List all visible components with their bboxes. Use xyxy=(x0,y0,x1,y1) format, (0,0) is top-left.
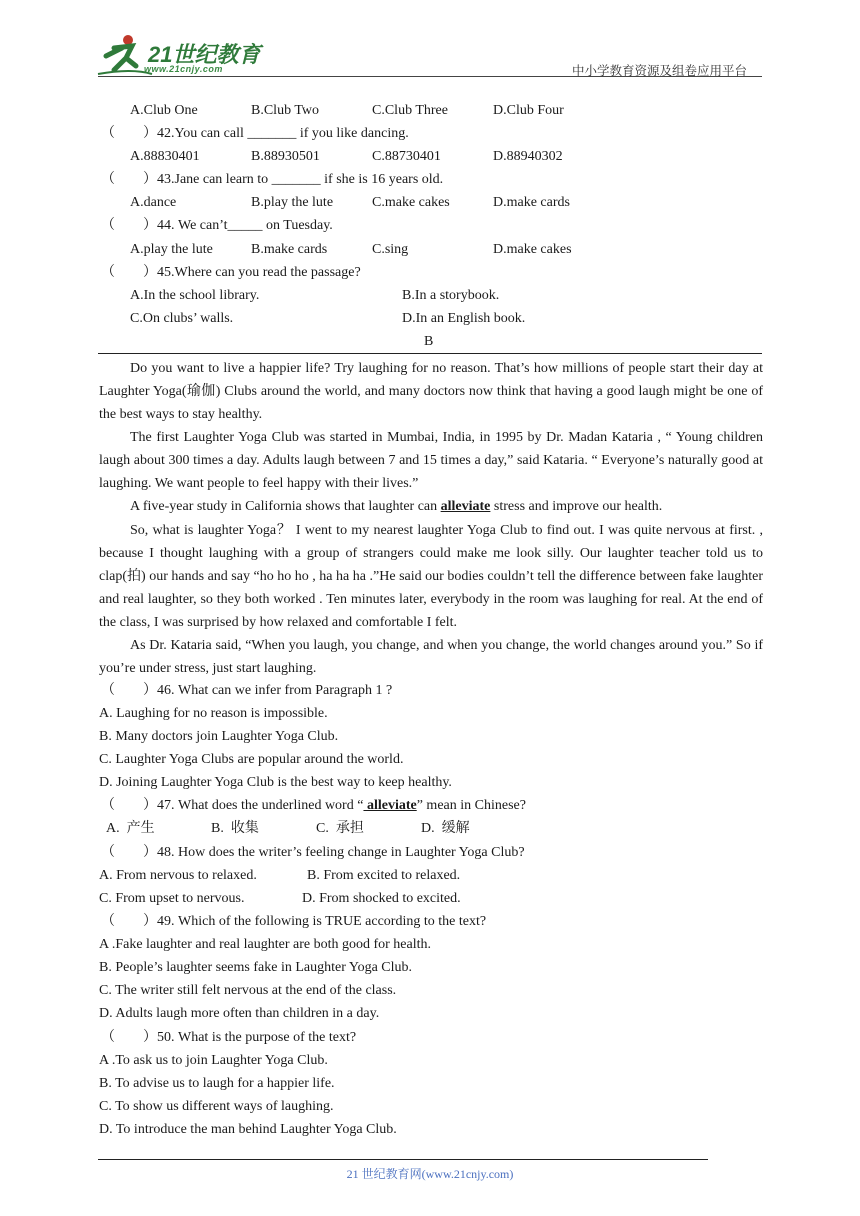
q46-option-d: D. Joining Laughter Yoga Club is the best way to keep healthy. xyxy=(99,775,452,790)
q46-stem: （ ）46. What can we infer from Paragraph 1 ? xyxy=(101,683,393,698)
passage-paragraph-2: The first Laughter Yoga Club was started in Mumbai, India, in 1995 by Dr. Madan Kataria , “ Young children laugh about 300 times a day. Adults laugh between 7 and 15 times a day,” said Kataria. “ Everyone’s naturally good at laughing. We want people to feel happy with their lives.” xyxy=(99,430,763,491)
q47-option-b: B. 收集 xyxy=(211,821,259,836)
header-platform-name: 中小学教育资源及组卷应用平台 xyxy=(572,64,748,78)
q46-option-b: B. Many doctors join Laughter Yoga Club. xyxy=(99,729,339,744)
q47-underlined-word: alleviate xyxy=(363,798,417,813)
header-divider xyxy=(98,76,762,77)
q43-stem: （ ）43.Jane can learn to _______ if she is 16 years old. xyxy=(101,172,444,187)
q43-option-c: C.make cakes xyxy=(372,195,450,210)
underlined-word-alleviate: alleviate xyxy=(440,499,491,514)
footer-link[interactable]: 21 世纪教育网(www.21cnjy.com) xyxy=(346,1167,514,1181)
q44-option-a: A.play the lute xyxy=(130,242,213,257)
q49-stem: （ ）49. Which of the following is TRUE according to the text? xyxy=(101,914,487,929)
q47-stem xyxy=(101,796,526,816)
q49-option-b: B. People’s laughter seems fake in Laughter Yoga Club. xyxy=(99,960,413,975)
q48-option-a: A. From nervous to relaxed. xyxy=(99,868,257,883)
passage-paragraph-1: Do you want to live a happier life? Try laughing for no reason. That’s how millions of people start their day at Laughter Yoga(瑜伽) Clubs around the world, and many doctors now think that having a good laugh might be one of the best ways to stay healthy. xyxy=(99,361,763,422)
q48-stem: （ ）48. How does the writer’s feeling change in Laughter Yoga Club? xyxy=(101,845,525,860)
q50-option-b: B. To advise us to laugh for a happier life. xyxy=(99,1076,335,1091)
q47-option-c: C. 承担 xyxy=(316,821,364,836)
logo-url: www.21cnjy.com xyxy=(144,64,223,74)
q44-option-d: D.make cakes xyxy=(493,242,572,257)
q46-option-a: A. Laughing for no reason is impossible. xyxy=(99,706,328,721)
section-divider xyxy=(98,353,762,354)
q44-option-b: B.make cards xyxy=(251,242,328,257)
q43-option-b: B.play the lute xyxy=(251,195,334,210)
q44-option-c: C.sing xyxy=(372,242,409,257)
q50-option-d: D. To introduce the man behind Laughter Yoga Club. xyxy=(99,1122,397,1137)
q46-option-c: C. Laughter Yoga Clubs are popular around the world. xyxy=(99,752,404,767)
q47-stem-before: （ ）47. What does the underlined word “ xyxy=(101,798,364,813)
q48-option-b: B. From excited to relaxed. xyxy=(307,868,461,883)
q41-option-c: C.Club Three xyxy=(372,103,448,118)
q45-option-d: D.In an English book. xyxy=(402,311,526,326)
passage-p3-before: A five-year study in California shows that laughter can xyxy=(130,499,441,514)
passage-paragraph-3 xyxy=(99,495,763,518)
q45-option-a: A.In the school library. xyxy=(130,288,260,303)
section-b-heading: B xyxy=(424,334,434,349)
q49-option-c: C. The writer still felt nervous at the end of the class. xyxy=(99,983,397,998)
q45-stem: （ ）45.Where can you read the passage? xyxy=(101,265,361,280)
q47-stem-after: ” mean in Chinese? xyxy=(416,798,526,813)
q48-option-d: D. From shocked to excited. xyxy=(302,891,461,906)
logo-text: 21世纪教育 xyxy=(148,42,261,67)
q50-option-a: A .To ask us to join Laughter Yoga Club. xyxy=(99,1053,328,1068)
q50-option-c: C. To show us different ways of laughing. xyxy=(99,1099,334,1114)
q42-option-d: D.88940302 xyxy=(493,149,563,164)
q48-option-c: C. From upset to nervous. xyxy=(99,891,245,906)
passage-paragraph-4: So, what is laughter Yoga？ I went to my nearest laughter Yoga Club to find out. I was quite nervous at first. , because I thought laughing with a group of strangers could make me look silly. Our laughter teacher told us to clap(拍) our hands and say “ho ho ho , ha ha ha .”He said our bodies couldn’t tell the difference between fake laughter and real laughter, so they both worked . Ten minutes later, everybody in the room was laughing for real. At the end of the class, I was surprised by how relaxed and comfortable I felt. xyxy=(99,523,763,630)
q50-stem: （ ）50. What is the purpose of the text? xyxy=(101,1030,357,1045)
q45-option-b: B.In a storybook. xyxy=(402,288,500,303)
q42-option-c: C.88730401 xyxy=(372,149,441,164)
q42-stem: （ ）42.You can call _______ if you like dancing. xyxy=(101,126,409,141)
q44-stem: （ ）44. We can’t_____ on Tuesday. xyxy=(101,218,333,233)
q49-option-a: A .Fake laughter and real laughter are both good for health. xyxy=(99,937,431,952)
q47-option-d: D. 缓解 xyxy=(421,821,470,836)
q43-option-d: D.make cards xyxy=(493,195,570,210)
q41-option-d: D.Club Four xyxy=(493,103,564,118)
q43-option-a: A.dance xyxy=(130,195,177,210)
q45-option-c: C.On clubs’ walls. xyxy=(130,311,234,326)
q47-option-a: A. 产生 xyxy=(106,821,155,836)
q42-option-a: A.88830401 xyxy=(130,149,200,164)
passage-paragraph-5: As Dr. Kataria said, “When you laugh, you change, and when you change, the world changes around you.” So if you’re under stress, just start laughing. xyxy=(99,638,763,676)
q41-option-b: B.Club Two xyxy=(251,103,319,118)
footer-divider xyxy=(98,1159,708,1160)
q42-option-b: B.88930501 xyxy=(251,149,320,164)
page-header xyxy=(0,0,860,80)
q41-option-a: A.Club One xyxy=(130,103,198,118)
q49-option-d: D. Adults laugh more often than children in a day. xyxy=(99,1006,380,1021)
passage-p3-after: stress and improve our health. xyxy=(490,499,663,514)
